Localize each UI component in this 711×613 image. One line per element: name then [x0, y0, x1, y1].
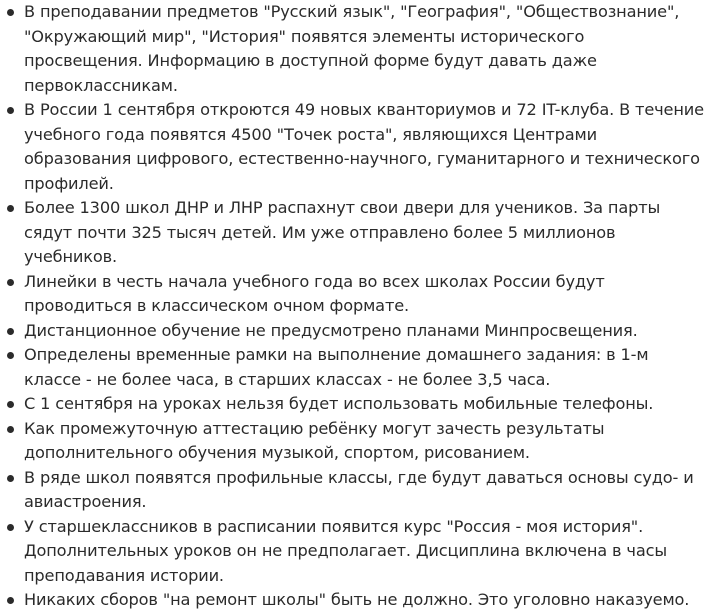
- bullet-icon: [7, 328, 14, 335]
- list-item-text: В преподавании предметов "Русский язык", "География", "Обществознание", "Окружающий мир", "История" появятся элементы исторического просвещения. Информацию в доступной форме будут давать даже первоклассникам.: [24, 2, 680, 95]
- list-item: [0, 319, 705, 344]
- bullet-icon: [7, 107, 14, 114]
- list-item: [0, 417, 705, 466]
- list-item-text: Как промежуточную аттестацию ребёнку могут зачесть результаты дополнительного обучения музыкой, спортом, рисованием.: [24, 418, 605, 462]
- list-item-text: Дистанционное обучение не предусмотрено планами Минпросвещения.: [24, 320, 638, 340]
- bullet-icon: [7, 524, 14, 531]
- list-item-text: В России 1 сентября откроются 49 новых кванториумов и 72 IT-клуба. В течение учебного года появятся 4500 "Точек роста", являющихся Центрами образования цифрового, естественно-научного, гуманитарного и технического профилей.: [24, 100, 704, 193]
- bullet-icon: [7, 597, 14, 604]
- list-item-text: Определены временные рамки на выполнение домашнего задания: в 1-м классе - не более часа, в старших классах - не более 3,5 часа.: [24, 345, 649, 389]
- bullet-icon: [7, 401, 14, 408]
- list-item: [0, 343, 705, 392]
- bullet-icon: [7, 279, 14, 286]
- list-item-text: С 1 сентября на уроках нельзя будет использовать мобильные телефоны.: [24, 394, 654, 413]
- list-item: [0, 392, 705, 417]
- bullet-icon: [7, 352, 14, 359]
- bullet-icon: [7, 426, 14, 433]
- list-item-text: У старшеклассников в расписании появится курс "Россия - моя история". Дополнительных уроков он не предполагает. Дисциплина включена в часы преподавания истории.: [24, 516, 667, 585]
- bullet-icon: [7, 9, 14, 16]
- list-item-text: Более 1300 школ ДНР и ЛНР распахнут свои двери для учеников. За парты сядут почти 325 тысяч детей. Им уже отправлено более 5 миллионов учебников.: [24, 198, 661, 266]
- list-item-text: Линейки в честь начала учебного года во всех школах России будут проводиться в классическом очном формате.: [24, 271, 605, 315]
- list-item: [0, 270, 705, 319]
- list-item: [0, 196, 705, 270]
- list-item-text: В ряде школ появятся профильные классы, где будут даваться основы судо- и авиастроения.: [24, 467, 694, 511]
- bullet-icon: [7, 475, 14, 482]
- list-item: [0, 98, 705, 196]
- list-item: [0, 588, 705, 613]
- list-item: [0, 515, 705, 589]
- list-item: [0, 466, 705, 515]
- list-item-text: Никаких сборов "на ремонт школы" быть не должно. Это уголовно наказуемо.: [24, 590, 690, 609]
- bullet-icon: [7, 205, 14, 212]
- list-item: [0, 0, 705, 98]
